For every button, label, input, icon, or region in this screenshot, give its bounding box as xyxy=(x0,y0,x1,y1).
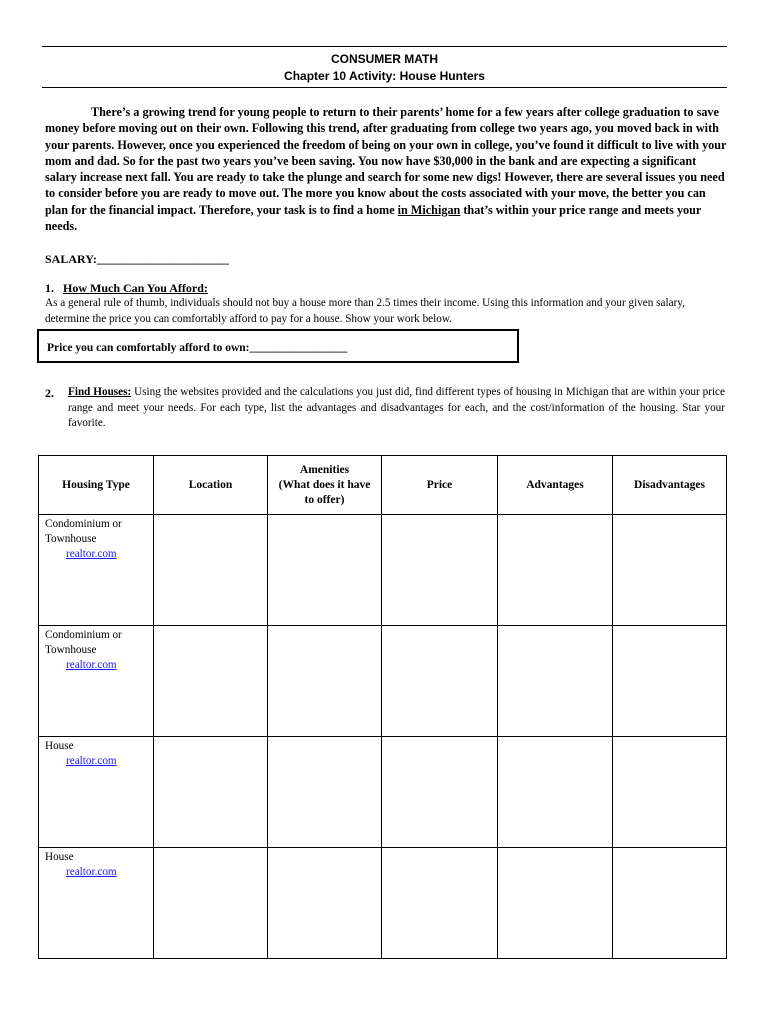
afford-price-field[interactable]: Price you can comfortably afford to own:_________________ xyxy=(47,342,348,354)
disadvantages-cell[interactable] xyxy=(613,848,727,959)
section2-number: 2. xyxy=(45,386,54,400)
housing-type-line2: Townhouse xyxy=(45,644,97,656)
location-cell[interactable] xyxy=(154,515,268,626)
amenities-cell[interactable] xyxy=(268,737,382,848)
table-row xyxy=(39,848,727,959)
amenities-cell[interactable] xyxy=(268,626,382,737)
col-price: Price xyxy=(382,456,498,515)
price-cell[interactable] xyxy=(382,515,498,626)
col-disadvantages: Disadvantages xyxy=(613,456,727,515)
col-advantages: Advantages xyxy=(498,456,613,515)
table-row xyxy=(39,737,727,848)
housing-type-cell xyxy=(39,626,154,737)
disadvantages-cell[interactable] xyxy=(613,515,727,626)
realtor-link[interactable]: realtor.com xyxy=(66,866,117,878)
section1-title: How Much Can You Afford: xyxy=(63,281,208,295)
advantages-cell[interactable] xyxy=(498,737,613,848)
disadvantages-cell[interactable] xyxy=(613,626,727,737)
price-cell[interactable] xyxy=(382,737,498,848)
section1-body: As a general rule of thumb, individuals should not buy a house more than 2.5 times their income. Using this information and your given salary, determine the price you can comfortably afford to pay for a house. Show your work below. xyxy=(45,297,685,325)
housing-type-line1: House xyxy=(45,851,74,863)
location-cell[interactable] xyxy=(154,626,268,737)
header-rule xyxy=(42,87,727,88)
housing-type-line2: Townhouse xyxy=(45,533,97,545)
location-cell[interactable] xyxy=(154,737,268,848)
amenities-cell[interactable] xyxy=(268,515,382,626)
table-row xyxy=(39,515,727,626)
table-header-row xyxy=(39,456,727,515)
advantages-cell[interactable] xyxy=(498,626,613,737)
course-title: CONSUMER MATH xyxy=(330,52,439,66)
location-cell[interactable] xyxy=(154,848,268,959)
price-cell[interactable] xyxy=(382,626,498,737)
section2-text: Using the websites provided and the calculations you just did, find different types of housing in Michigan that are within your price range and meet your needs. For each type, list the advantages and disadvantages for each, and the cost/information of the housing. Star your favorite. xyxy=(68,386,725,429)
housing-table xyxy=(38,455,727,959)
chapter-title: Chapter 10 Activity: House Hunters xyxy=(284,69,485,83)
realtor-link[interactable]: realtor.com xyxy=(66,755,117,767)
price-cell[interactable] xyxy=(382,848,498,959)
section1-heading xyxy=(45,281,208,296)
afford-box xyxy=(37,329,519,363)
housing-type-cell xyxy=(39,515,154,626)
section1-number: 1. xyxy=(45,281,54,295)
salary-field[interactable]: SALARY:______________________ xyxy=(45,252,229,266)
housing-type-cell xyxy=(39,848,154,959)
realtor-link[interactable]: realtor.com xyxy=(66,659,117,671)
advantages-cell[interactable] xyxy=(498,848,613,959)
top-rule xyxy=(42,46,727,47)
intro-underlined-michigan: in Michigan xyxy=(397,202,461,217)
intro-text: There’s a growing trend for young people to return to their parents’ home for a few years after college graduation to save money before moving out on their own. Following this trend, after graduating from college two years ago, you moved back in with your parents. However, once you experienced the freedom of being on your own in college, you’ve found it difficult to live with your mom and dad. So for the past two years you’ve been saving. You now have $30,000 in the bank and are expecting a significant salary increase next fall. You are ready to take the plunge and search for some new digs! However, there are several issues you need to consider before you are ready to move out. The more you know about the costs associated with your move, the better you can plan for the financial impact. Therefore, your task is to find a home xyxy=(45,105,727,217)
table-row xyxy=(39,626,727,737)
housing-type-cell xyxy=(39,737,154,848)
col-amenities-line3: to offer) xyxy=(304,493,345,506)
intro-text-end: that’s within your price range and meets your needs. xyxy=(45,202,702,234)
col-amenities-line2: (What does it have xyxy=(278,478,371,491)
realtor-link[interactable]: realtor.com xyxy=(66,548,117,560)
disadvantages-cell[interactable] xyxy=(613,737,727,848)
housing-type-line1: Condominium or xyxy=(45,629,122,641)
amenities-cell[interactable] xyxy=(268,848,382,959)
col-amenities xyxy=(268,456,382,515)
col-amenities-line1: Amenities xyxy=(299,463,350,476)
col-location: Location xyxy=(154,456,268,515)
housing-type-line1: Condominium or xyxy=(45,518,122,530)
intro-paragraph xyxy=(45,104,727,234)
section2-title: Find Houses: xyxy=(68,386,132,398)
advantages-cell[interactable] xyxy=(498,515,613,626)
housing-type-line1: House xyxy=(45,740,74,752)
section2-body xyxy=(68,385,725,432)
col-housing-type: Housing Type xyxy=(39,456,154,515)
